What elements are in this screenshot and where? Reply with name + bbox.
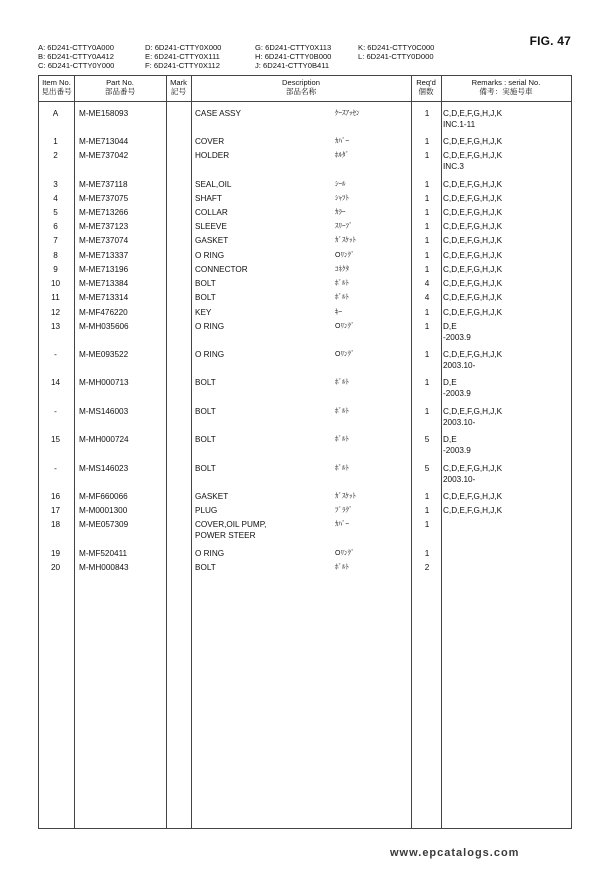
part-number: M-ME737042 (79, 151, 129, 160)
japanese-name: ｷｰ (335, 309, 342, 316)
remarks-continued: 2003.10- (443, 361, 476, 370)
table-row (39, 349, 571, 377)
part-number: M-ME713196 (79, 265, 129, 274)
remarks: C,D,E,F,G,H,J,K (443, 194, 503, 203)
item-number: 6 (53, 222, 58, 231)
description: KEY (195, 308, 212, 317)
description: GASKET (195, 236, 229, 245)
part-number: M-ME713044 (79, 137, 129, 146)
header-part-no: Part No. 部品番号 (104, 78, 136, 96)
description: COVER (195, 137, 225, 146)
quantity: 1 (424, 137, 430, 146)
remarks-continued: 2003.10- (443, 475, 476, 484)
item-number: 17 (50, 506, 61, 515)
japanese-name: ﾎﾞﾙﾄ (335, 294, 349, 301)
quantity: 1 (424, 194, 430, 203)
description: HOLDER (195, 151, 230, 160)
description: PLUG (195, 506, 218, 515)
description: SLEEVE (195, 222, 227, 231)
part-number: M-ME713314 (79, 293, 129, 302)
japanese-name: ﾎﾞﾙﾄ (335, 408, 349, 415)
item-number: 8 (53, 251, 58, 260)
item-number: 11 (51, 293, 60, 302)
model-code: J: 6D241-CTTY0B411 (255, 61, 330, 70)
model-code: D: 6D241-CTTY0X000 (145, 43, 222, 52)
quantity: 1 (424, 520, 430, 529)
model-code: K: 6D241-CTTY0C000 (358, 43, 435, 52)
description: CASE ASSY (195, 109, 241, 118)
table-row (39, 377, 571, 405)
remarks: D,E (443, 378, 457, 387)
quantity: 1 (424, 180, 430, 189)
model-legend-row (38, 61, 478, 70)
part-number: M-MF660066 (79, 492, 128, 501)
part-number: M-MF476220 (79, 308, 128, 317)
quantity: 1 (424, 109, 430, 118)
model-code: G: 6D241-CTTY0X113 (255, 43, 332, 52)
table-row (39, 434, 571, 462)
japanese-name: ﾎﾞﾙﾄ (335, 436, 349, 443)
remarks: C,D,E,F,G,H,J,K (443, 464, 503, 473)
item-number: 12 (50, 308, 61, 317)
japanese-name: ｶﾞｽｹｯﾄ (335, 493, 356, 500)
item-number: 18 (50, 520, 61, 529)
quantity: 1 (424, 151, 430, 160)
part-number: M-MH035606 (79, 322, 129, 331)
description: O RING (195, 251, 225, 260)
item-number: - (54, 350, 57, 359)
remarks-continued: INC.1-11 (443, 120, 476, 129)
part-number: M-M0001300 (79, 506, 128, 515)
part-number: M-ME713266 (79, 208, 129, 217)
item-number: 19 (50, 549, 61, 558)
part-number: M-MS146023 (79, 464, 129, 473)
model-code: C: 6D241-CTTY0Y000 (38, 61, 115, 70)
description: BOLT (195, 464, 216, 473)
item-number: 10 (50, 279, 61, 288)
remarks: C,D,E,F,G,H,J,K (443, 407, 503, 416)
remarks: C,D,E,F,G,H,J,K (443, 180, 503, 189)
description: SHAFT (195, 194, 222, 203)
remarks-continued: 2003.10- (443, 418, 476, 427)
description: O RING (195, 350, 225, 359)
item-number: 5 (53, 208, 58, 217)
japanese-name: ﾎﾙﾀﾞ (335, 152, 349, 159)
description: BOLT (195, 279, 216, 288)
japanese-name: ｺﾈｸﾀ (335, 266, 349, 273)
watermark: www.epcatalogs.com (390, 847, 520, 859)
part-number: M-MF520411 (79, 549, 128, 558)
quantity: 5 (424, 435, 430, 444)
item-number: 2 (53, 151, 58, 160)
table-header (39, 76, 571, 102)
item-number: - (54, 464, 57, 473)
part-number: M-ME737123 (79, 222, 129, 231)
item-number: A (52, 109, 59, 118)
remarks: C,D,E,F,G,H,J,K (443, 293, 503, 302)
model-code: A: 6D241-CTTY0A000 (38, 43, 114, 52)
part-number: M-ME737074 (79, 236, 129, 245)
japanese-name: ｽﾘｰﾌﾞ (335, 223, 353, 230)
remarks: D,E (443, 435, 457, 444)
item-number: 4 (53, 194, 58, 203)
item-number: - (54, 407, 57, 416)
item-number: 13 (50, 322, 61, 331)
remarks: C,D,E,F,G,H,J,K (443, 251, 503, 260)
japanese-name: ｶﾗｰ (335, 209, 346, 216)
quantity: 2 (424, 563, 430, 572)
model-code: E: 6D241-CTTY0X111 (145, 52, 220, 61)
quantity: 1 (424, 208, 430, 217)
remarks: C,D,E,F,G,H,J,K (443, 492, 503, 501)
quantity: 1 (424, 251, 430, 260)
japanese-name: Oﾘﾝｸﾞ (335, 252, 355, 259)
quantity: 5 (424, 464, 430, 473)
remarks: C,D,E,F,G,H,J,K (443, 308, 503, 317)
remarks: C,D,E,F,G,H,J,K (443, 222, 503, 231)
model-legend-row (38, 52, 478, 61)
model-code: H: 6D241-CTTY0B000 (255, 52, 332, 61)
japanese-name: ｶﾊﾞｰ (335, 521, 349, 528)
remarks: C,D,E,F,G,H,J,K (443, 279, 503, 288)
description: BOLT (195, 407, 216, 416)
description: SEAL,OIL (195, 180, 232, 189)
model-code: L: 6D241-CTTY0D000 (358, 52, 434, 61)
header-remarks: Remarks : serial No. 備考：実施号車 (471, 78, 541, 96)
part-number: M-MH000724 (79, 435, 129, 444)
table-row (39, 108, 571, 136)
japanese-name: ｶﾊﾞｰ (335, 138, 349, 145)
japanese-name: ｶﾞｽｹｯﾄ (335, 237, 356, 244)
remarks-continued: -2003.9 (443, 389, 471, 398)
remarks: C,D,E,F,G,H,J,K (443, 109, 503, 118)
header-description: Description 部品名称 (282, 78, 320, 96)
japanese-name: ﾎﾞﾙﾄ (335, 564, 349, 571)
remarks: C,D,E,F,G,H,J,K (443, 208, 503, 217)
quantity: 1 (424, 492, 430, 501)
remarks-continued: -2003.9 (443, 446, 471, 455)
item-number: 16 (50, 492, 61, 501)
remarks: C,D,E,F,G,H,J,K (443, 506, 503, 515)
figure-label: FIG. 47 (529, 34, 571, 48)
header-mark: Mark 記号 (170, 78, 187, 96)
table-row (39, 406, 571, 434)
part-number: M-ME093522 (79, 350, 129, 359)
japanese-name: Oﾘﾝｸﾞ (335, 550, 355, 557)
japanese-name: Oﾘﾝｸﾞ (335, 323, 355, 330)
quantity: 1 (424, 222, 430, 231)
model-code: B: 6D241-CTTY0A412 (38, 52, 114, 61)
part-number: M-ME713384 (79, 279, 129, 288)
remarks: C,D,E,F,G,H,J,K (443, 265, 503, 274)
japanese-name: ｼｰﾙ (335, 181, 346, 188)
japanese-name: ﾎﾞﾙﾄ (335, 280, 349, 287)
description: COVER,OIL PUMP, (195, 520, 267, 529)
japanese-name: Oﾘﾝｸﾞ (335, 351, 355, 358)
model-code (358, 61, 478, 70)
table-row (39, 150, 571, 178)
description: BOLT (195, 378, 216, 387)
item-number: 9 (53, 265, 58, 274)
description: BOLT (195, 293, 216, 302)
model-legend-row (38, 43, 478, 52)
table-row (39, 463, 571, 491)
part-number: M-MH000713 (79, 378, 129, 387)
parts-table (38, 75, 572, 829)
item-number: 1 (53, 137, 58, 146)
header-reqd: Req'd 個数 (416, 78, 436, 96)
quantity: 1 (424, 407, 430, 416)
table-row (39, 519, 571, 547)
remarks-continued: INC.3 (443, 162, 464, 171)
quantity: 1 (424, 350, 430, 359)
japanese-name: ｼｬﾌﾄ (335, 195, 349, 202)
japanese-name: ﾎﾞﾙﾄ (335, 465, 349, 472)
header-item-no: Item No. 見出番号 (41, 78, 72, 96)
part-number: M-ME057309 (79, 520, 129, 529)
quantity: 1 (424, 236, 430, 245)
description: COLLAR (195, 208, 228, 217)
japanese-name: ｹｰｽｱｯｾﾝ (335, 110, 360, 117)
quantity: 1 (424, 378, 430, 387)
part-number: M-ME713337 (79, 251, 129, 260)
item-number: 3 (53, 180, 58, 189)
remarks: C,D,E,F,G,H,J,K (443, 137, 503, 146)
model-code: F: 6D241-CTTY0X112 (145, 61, 220, 70)
remarks: C,D,E,F,G,H,J,K (443, 236, 503, 245)
remarks: C,D,E,F,G,H,J,K (443, 350, 503, 359)
description: GASKET (195, 492, 229, 501)
part-number: M-ME737075 (79, 194, 129, 203)
quantity: 4 (424, 279, 430, 288)
part-number: M-ME158093 (79, 109, 129, 118)
japanese-name: ﾎﾞﾙﾄ (335, 379, 349, 386)
item-number: 20 (50, 563, 61, 572)
part-number: M-MH000843 (79, 563, 129, 572)
quantity: 1 (424, 549, 430, 558)
quantity: 1 (424, 265, 430, 274)
description: O RING (195, 549, 225, 558)
description: O RING (195, 322, 225, 331)
remarks: C,D,E,F,G,H,J,K (443, 151, 503, 160)
table-row (39, 562, 571, 590)
quantity: 1 (424, 322, 430, 331)
description: CONNECTOR (195, 265, 248, 274)
japanese-name: ﾌﾟﾗｸﾞ (335, 507, 353, 514)
description: BOLT (195, 563, 216, 572)
quantity: 1 (424, 506, 430, 515)
description: BOLT (195, 435, 216, 444)
quantity: 4 (424, 293, 430, 302)
item-number: 14 (50, 378, 61, 387)
model-legend (38, 43, 478, 70)
item-number: 7 (53, 236, 58, 245)
remarks-continued: -2003.9 (443, 333, 471, 342)
description-continued: POWER STEER (195, 531, 256, 540)
remarks: D,E (443, 322, 457, 331)
quantity: 1 (424, 308, 430, 317)
part-number: M-MS146003 (79, 407, 129, 416)
part-number: M-ME737118 (79, 180, 128, 189)
table-row (39, 321, 571, 349)
item-number: 15 (50, 435, 61, 444)
